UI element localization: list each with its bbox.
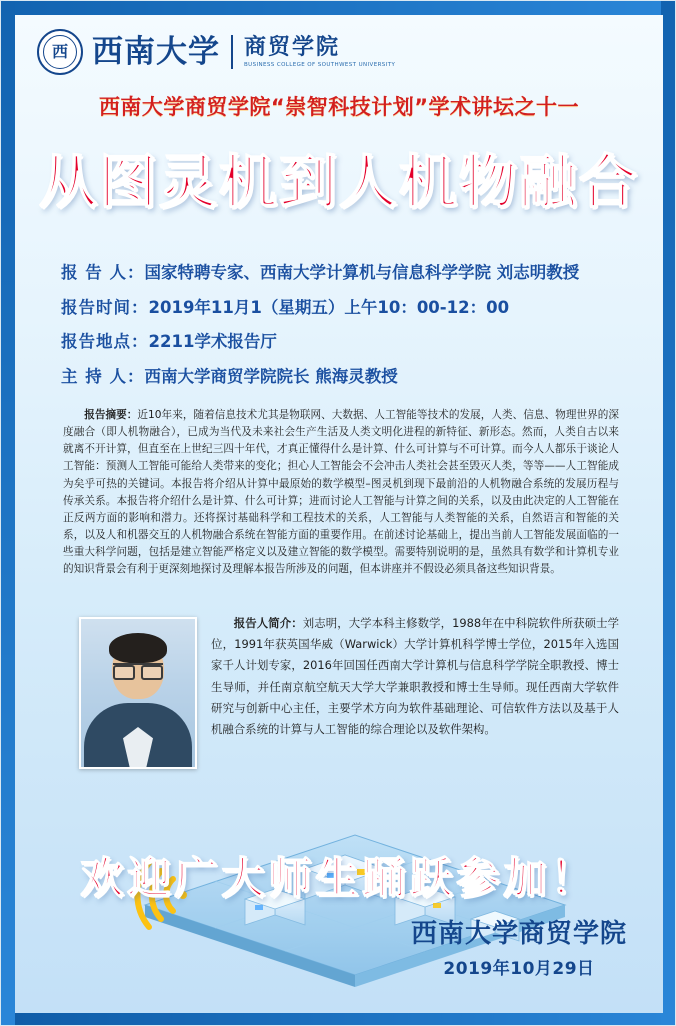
abstract-label: 报告摘要： (84, 409, 138, 421)
host-label: 主 持 人： (61, 366, 145, 386)
place-label: 报告地点： (61, 332, 149, 352)
bio-label: 报告人简介： (233, 616, 303, 630)
info-row-speaker (61, 260, 621, 286)
university-logo (37, 29, 395, 75)
speaker-value: 国家特聘专家、西南大学计算机与信息科学学院 刘志明教授 (144, 263, 580, 282)
series-title: 西南大学商贸学院“崇智科技计划”学术讲坛之十一 (98, 95, 580, 119)
frame-bottom-border (1, 1011, 676, 1025)
seal-character: 西 (51, 42, 68, 61)
host-value: 西南大学商贸学院院长 熊海灵教授 (144, 366, 398, 386)
signature-date: 2019年10月29日 (443, 959, 595, 979)
college-name-en: BUSINESS COLLEGE OF SOUTHWEST UNIVERSITY (244, 62, 396, 69)
university-name: 西南大学 (92, 33, 220, 70)
poster-body (15, 15, 663, 1013)
bio-text: 刘志明，大学本科主修数学，1988年在中科院软件所获硕士学位，1991年获英国华威（Warwick）大学计算机科学博士学位，2015年入选国家千人计划专家，2016年回国任西南大学计算机与信息科学学院全职教授、博士生导师，并任南京航空航天大学大学兼职教授和博士生导师。现任西南大学软件研究与创新中心主任，主要学术方向为软件基础理论、可信软件方法以及基于人机融合系统的计算与人工智能的综合理论以及软件架构。 (211, 616, 619, 737)
signature-organization: 西南大学商贸学院 (410, 918, 627, 949)
info-row-host (61, 364, 621, 390)
time-label: 报告时间： (61, 297, 149, 317)
college-name-block (244, 36, 395, 68)
speaker-photo (79, 617, 197, 769)
event-info (61, 260, 621, 398)
college-name: 商贸学院 (244, 34, 341, 60)
portrait-glasses (113, 663, 163, 677)
frame-top-border (1, 1, 676, 15)
welcome-banner: 欢迎广大师生踊跃参加！ (80, 854, 598, 904)
bio-section (63, 597, 619, 775)
frame-right-border (661, 1, 675, 1026)
frame-left-border (1, 1, 15, 1026)
page-title: 从图灵机到人机物融合 (38, 148, 639, 216)
speaker-label: 报 告 人： (61, 263, 145, 282)
signature-block (411, 919, 627, 979)
info-row-time (61, 295, 621, 321)
university-seal-icon (37, 29, 83, 75)
abstract-section (63, 407, 619, 579)
abstract-text: 近10年来，随着信息技术尤其是物联网、大数据、人工智能等技术的发展，人类、信息、物理世界的深度融合（即人机物融合），已成为当代及未来社会生产生活及人类文明化进程的新特征、新形态。然而，人类自古以来就离不开计算，但直至在上世纪三四十年代，才真正懂得什么是计算、什么可计算与不可计算。而今人人都乐于谈论人工智能：预测人工智能可能给人类带来的变化；担心人工智能会不会冲击人类社会甚至毁灭人类，等等——人工智能成为矣乎可热的关键词。本报告将介绍从计算中最原始的数学模型–图灵机到现下最前沿的人机物融合系统的发展历程与传承关系。本报告将介绍什么是计算、什么可计算；进而讨论人工智能与计算之间的关系，以及由此决定的人工智能在正反两方面的影响和潜力。还将探讨基础科学和工程技术的关系，人工智能与人类智能的关系，自然语言和智能的关系，以及人和机器交互的人机物融合系统在智能方面的重要作用。在前述讨论基础上，提出当前人工智能发展面临的一些重大科学问题，包括是建立智能严格定义以及建立智能的数学模型。需要特别说明的是，虽然具有数学和计算机专业的知识背景会有利于更深刻地探讨及理解本报告所涉及的问题，但本讲座并不假设必须具备这些知识背景。 (63, 409, 619, 576)
place-value: 2211学术报告厅 (148, 332, 277, 352)
portrait-hair (109, 633, 167, 663)
logo-divider (231, 35, 233, 69)
info-row-place (61, 329, 621, 355)
time-value: 2019年11月1（星期五）上午10：00-12：00 (148, 297, 510, 317)
